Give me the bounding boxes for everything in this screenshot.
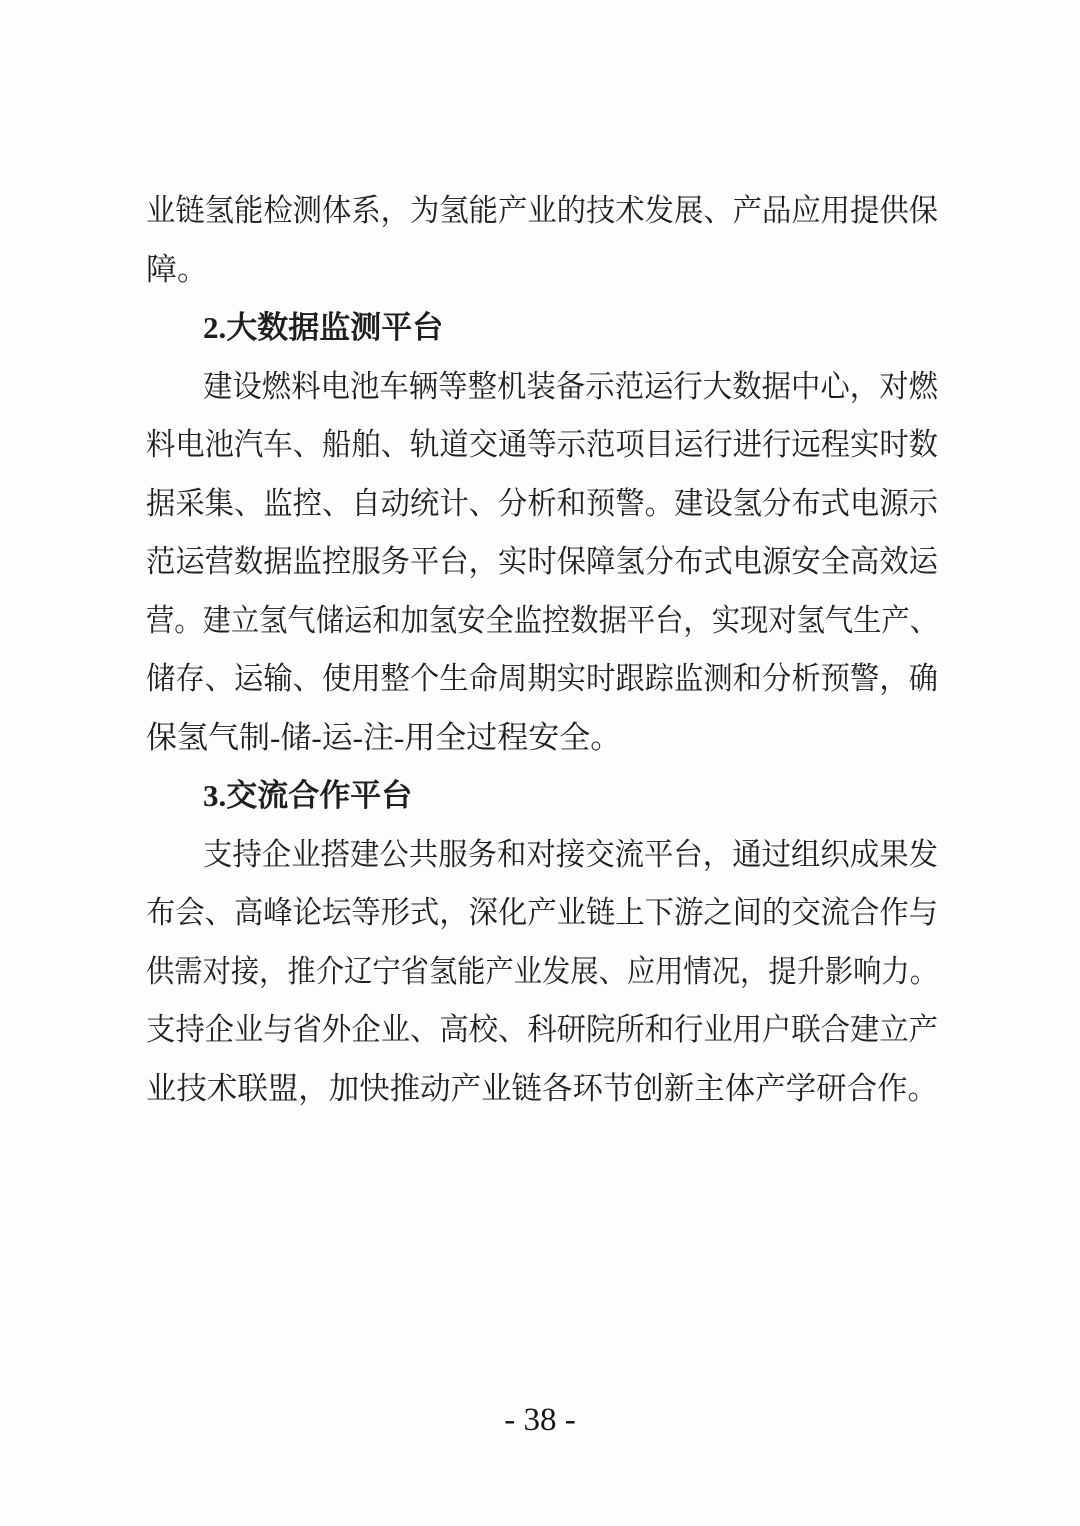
page-number: - 38 - [504,1402,576,1438]
text-line [146,182,938,241]
line-text: 支持企业搭建公共服务和对接交流平台，通过组织成果发 [203,836,938,872]
line-text: 料电池汽车、船舶、轨道交通等示范项目运行进行远程实时数 [146,427,938,462]
line-text: 供需对接，推介辽宁省氢能产业发展、应用情况，提升影响力。 [146,953,938,989]
line-text: 储存、运输、使用整个生命周期实时跟踪监测和分析预警，确 [146,661,938,696]
line-text: 布会、高峰论坛等形式，深化产业链上下游之间的交流合作与 [146,895,938,930]
line-text: 障。 [146,251,208,287]
text-line [146,475,938,534]
document-content [146,182,938,1118]
line-text: 据采集、监控、自动统计、分析和预警。建设氢分布式电源示 [146,485,938,521]
text-line [146,1001,938,1060]
text-line [146,826,938,885]
text-line [146,416,938,475]
text-line [146,709,938,768]
text-line [146,592,938,651]
section-heading [146,299,938,358]
line-text: 范运营数据监控服务平台，实时保障氢分布式电源安全高效运 [146,544,938,579]
section-heading [146,767,938,826]
line-text: 营。建立氢气储运和加氢安全监控数据平台，实现对氢气生产、 [146,602,938,638]
text-line [146,1060,938,1119]
text-line [146,650,938,709]
line-text: 业链氢能检测体系，为氢能产业的技术发展、产品应用提供保 [146,193,938,228]
line-text: 建设燃料电池车辆等整机装备示范运行大数据中心，对燃 [203,368,938,404]
line-text: 保氢气制-储-运-注-用全过程安全。 [146,719,622,755]
text-line [146,533,938,592]
line-text: 3.交流合作平台 [203,778,413,813]
text-line [146,884,938,943]
text-line [146,241,938,300]
text-line [146,943,938,1002]
text-line [146,358,938,417]
line-text: 支持企业与省外企业、高校、科研院所和行业用户联合建立产 [146,1012,938,1047]
line-text: 业技术联盟，加快推动产业链各环节创新主体产学研合作。 [146,1070,938,1106]
line-text: 2.大数据监测平台 [203,310,444,345]
